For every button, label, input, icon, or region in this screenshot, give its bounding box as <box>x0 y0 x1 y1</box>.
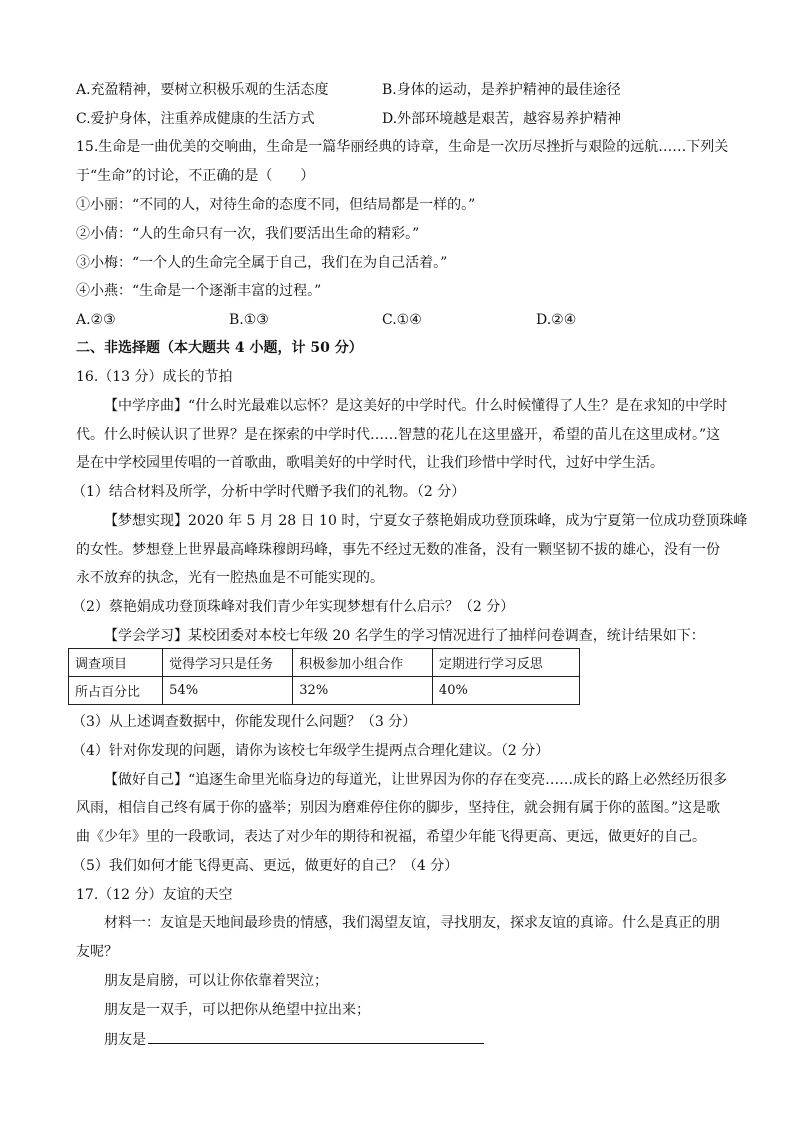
q15-statement-3: ③小梅：“一个人的生命完全属于自己，我们在为自己活着。” <box>76 255 448 271</box>
section2-heading: 二、非选择题（本大题共 4 小题，计 50 分） <box>76 340 363 356</box>
q16-title: 16.（13 分）成长的节拍 <box>76 369 233 385</box>
q15-statement-4: ④小燕：“生命是一个逐渐丰富的过程。” <box>76 283 322 299</box>
table-header-row <box>69 649 580 677</box>
q16-sub4: （4）针对你发现的问题，请你为该校七年级学生提两点合理化建议。（2 分） <box>72 743 550 759</box>
table-cell: 觉得学习只是任务 <box>163 649 293 677</box>
answer-blank[interactable] <box>148 1029 484 1044</box>
q15-statement-2: ②小倩：“人的生命只有一次，我们要活出生命的精彩。” <box>76 226 420 242</box>
table-cell: 积极参加小组合作 <box>293 649 433 677</box>
table-cell: 40% <box>432 677 579 705</box>
q17-poem-line2: 朋友是一双手，可以把你从绝望中拉出来； <box>104 1002 370 1018</box>
q14-option-c: C.爱护身体，注重养成健康的生活方式 <box>76 111 315 127</box>
q15-statement-1: ①小丽：“不同的人，对待生命的态度不同，但结局都是一样的。” <box>76 197 476 213</box>
q17-blank-line <box>104 1029 484 1050</box>
q17-blank-prefix: 朋友是 <box>104 1032 146 1048</box>
q16-para2-line3: 永不放弃的执念，光有一腔热血是不可能实现的。 <box>76 570 384 586</box>
q16-para2-line2: 的女性。梦想登上世界最高峰珠穆朗玛峰，事先不经过无数的准备，没有一颗坚韧不拔的雄心，没有一份 <box>76 542 720 558</box>
q16-sub2: （2）蔡艳娟成功登顶珠峰对我们青少年实现梦想有什么启示？（2 分） <box>72 599 515 615</box>
survey-table <box>68 648 580 705</box>
table-cell: 定期进行学习反思 <box>432 649 579 677</box>
q15-option-d: D.②④ <box>536 312 577 328</box>
q17-title: 17.（12 分）友谊的天空 <box>76 887 233 903</box>
q16-sub1: （1）结合材料及所学，分析中学时代赠予我们的礼物。（2 分） <box>72 484 466 500</box>
q16-sub5: （5）我们如何才能飞得更高、更远，做更好的自己？（4 分） <box>72 858 459 874</box>
q14-option-a: A.充盈精神，要树立积极乐观的生活态度 <box>76 82 329 98</box>
table-row <box>69 677 580 705</box>
q16-para3: 【学会学习】某校团委对本校七年级 20 名学生的学习情况进行了抽样问卷调查，统计结果如下： <box>104 628 705 644</box>
q15-stem-line1: 15.生命是一曲优美的交响曲，生命是一篇华丽经典的诗章，生命是一次历尽挫折与艰险的远航……下列关 <box>76 139 729 155</box>
q15-option-c: C.①④ <box>382 312 422 328</box>
q17-poem-line1: 朋友是肩膀，可以让你依靠着哭泣； <box>104 973 328 989</box>
q16-para1-line2: 代。什么时候认识了世界？是在探索的中学时代……智慧的花儿在这里盛开，希望的苗儿在这里成材。”这 <box>76 427 721 443</box>
q16-para2-line1: 【梦想实现】2020 年 5 月 28 日 10 时，宁夏女子蔡艳娟成功登顶珠峰，成为宁夏第一位成功登顶珠峰 <box>104 513 748 529</box>
table-cell: 54% <box>163 677 293 705</box>
table-cell: 32% <box>293 677 433 705</box>
q14-option-b: B.身体的运动，是养护精神的最佳途径 <box>382 82 621 98</box>
q16-para4-line1: 【做好自己】“追逐生命里光临身边的每道光，让世界因为你的存在变亮……成长的路上必然经历很多 <box>104 772 728 788</box>
q16-para4-line3: 曲《少年》里的一段歌词，表达了对少年的期待和祝福，希望少年能飞得更高、更远，做更好的自己。 <box>76 829 706 845</box>
table-cell: 所占百分比 <box>69 677 163 705</box>
q16-sub3: （3）从上述调查数据中，你能发现什么问题？（3 分） <box>72 714 417 730</box>
q16-para4-line2: 风雨，相信自己终有属于你的盛举；别因为磨难停住你的脚步，坚持住，就会拥有属于你的蓝图。”这是歌 <box>76 800 721 816</box>
q16-para1-line1: 【中学序曲】“什么时光最难以忘怀？是这美好的中学时代。什么时候懂得了人生？是在求知的中学时 <box>104 398 728 414</box>
q15-option-a: A.②③ <box>76 312 116 328</box>
q15-option-b: B.①③ <box>229 312 269 328</box>
q17-material1-line2: 友呢？ <box>76 944 118 960</box>
q15-stem-line2: 于“生命”的讨论，不正确的是（ ） <box>76 168 315 184</box>
q16-para1-line3: 是在中学校园里传唱的一首歌曲，歌唱美好的中学时代，让我们珍惜中学时代，过好中学生活。 <box>76 455 664 471</box>
q14-option-d: D.外部环境越是艰苦，越容易养护精神 <box>382 111 622 127</box>
table-cell: 调查项目 <box>69 649 163 677</box>
q17-material1-line1: 材料一：友谊是天地间最珍贵的情感，我们渴望友谊，寻找朋友，探求友谊的真谛。什么是真正的朋 <box>104 915 720 931</box>
